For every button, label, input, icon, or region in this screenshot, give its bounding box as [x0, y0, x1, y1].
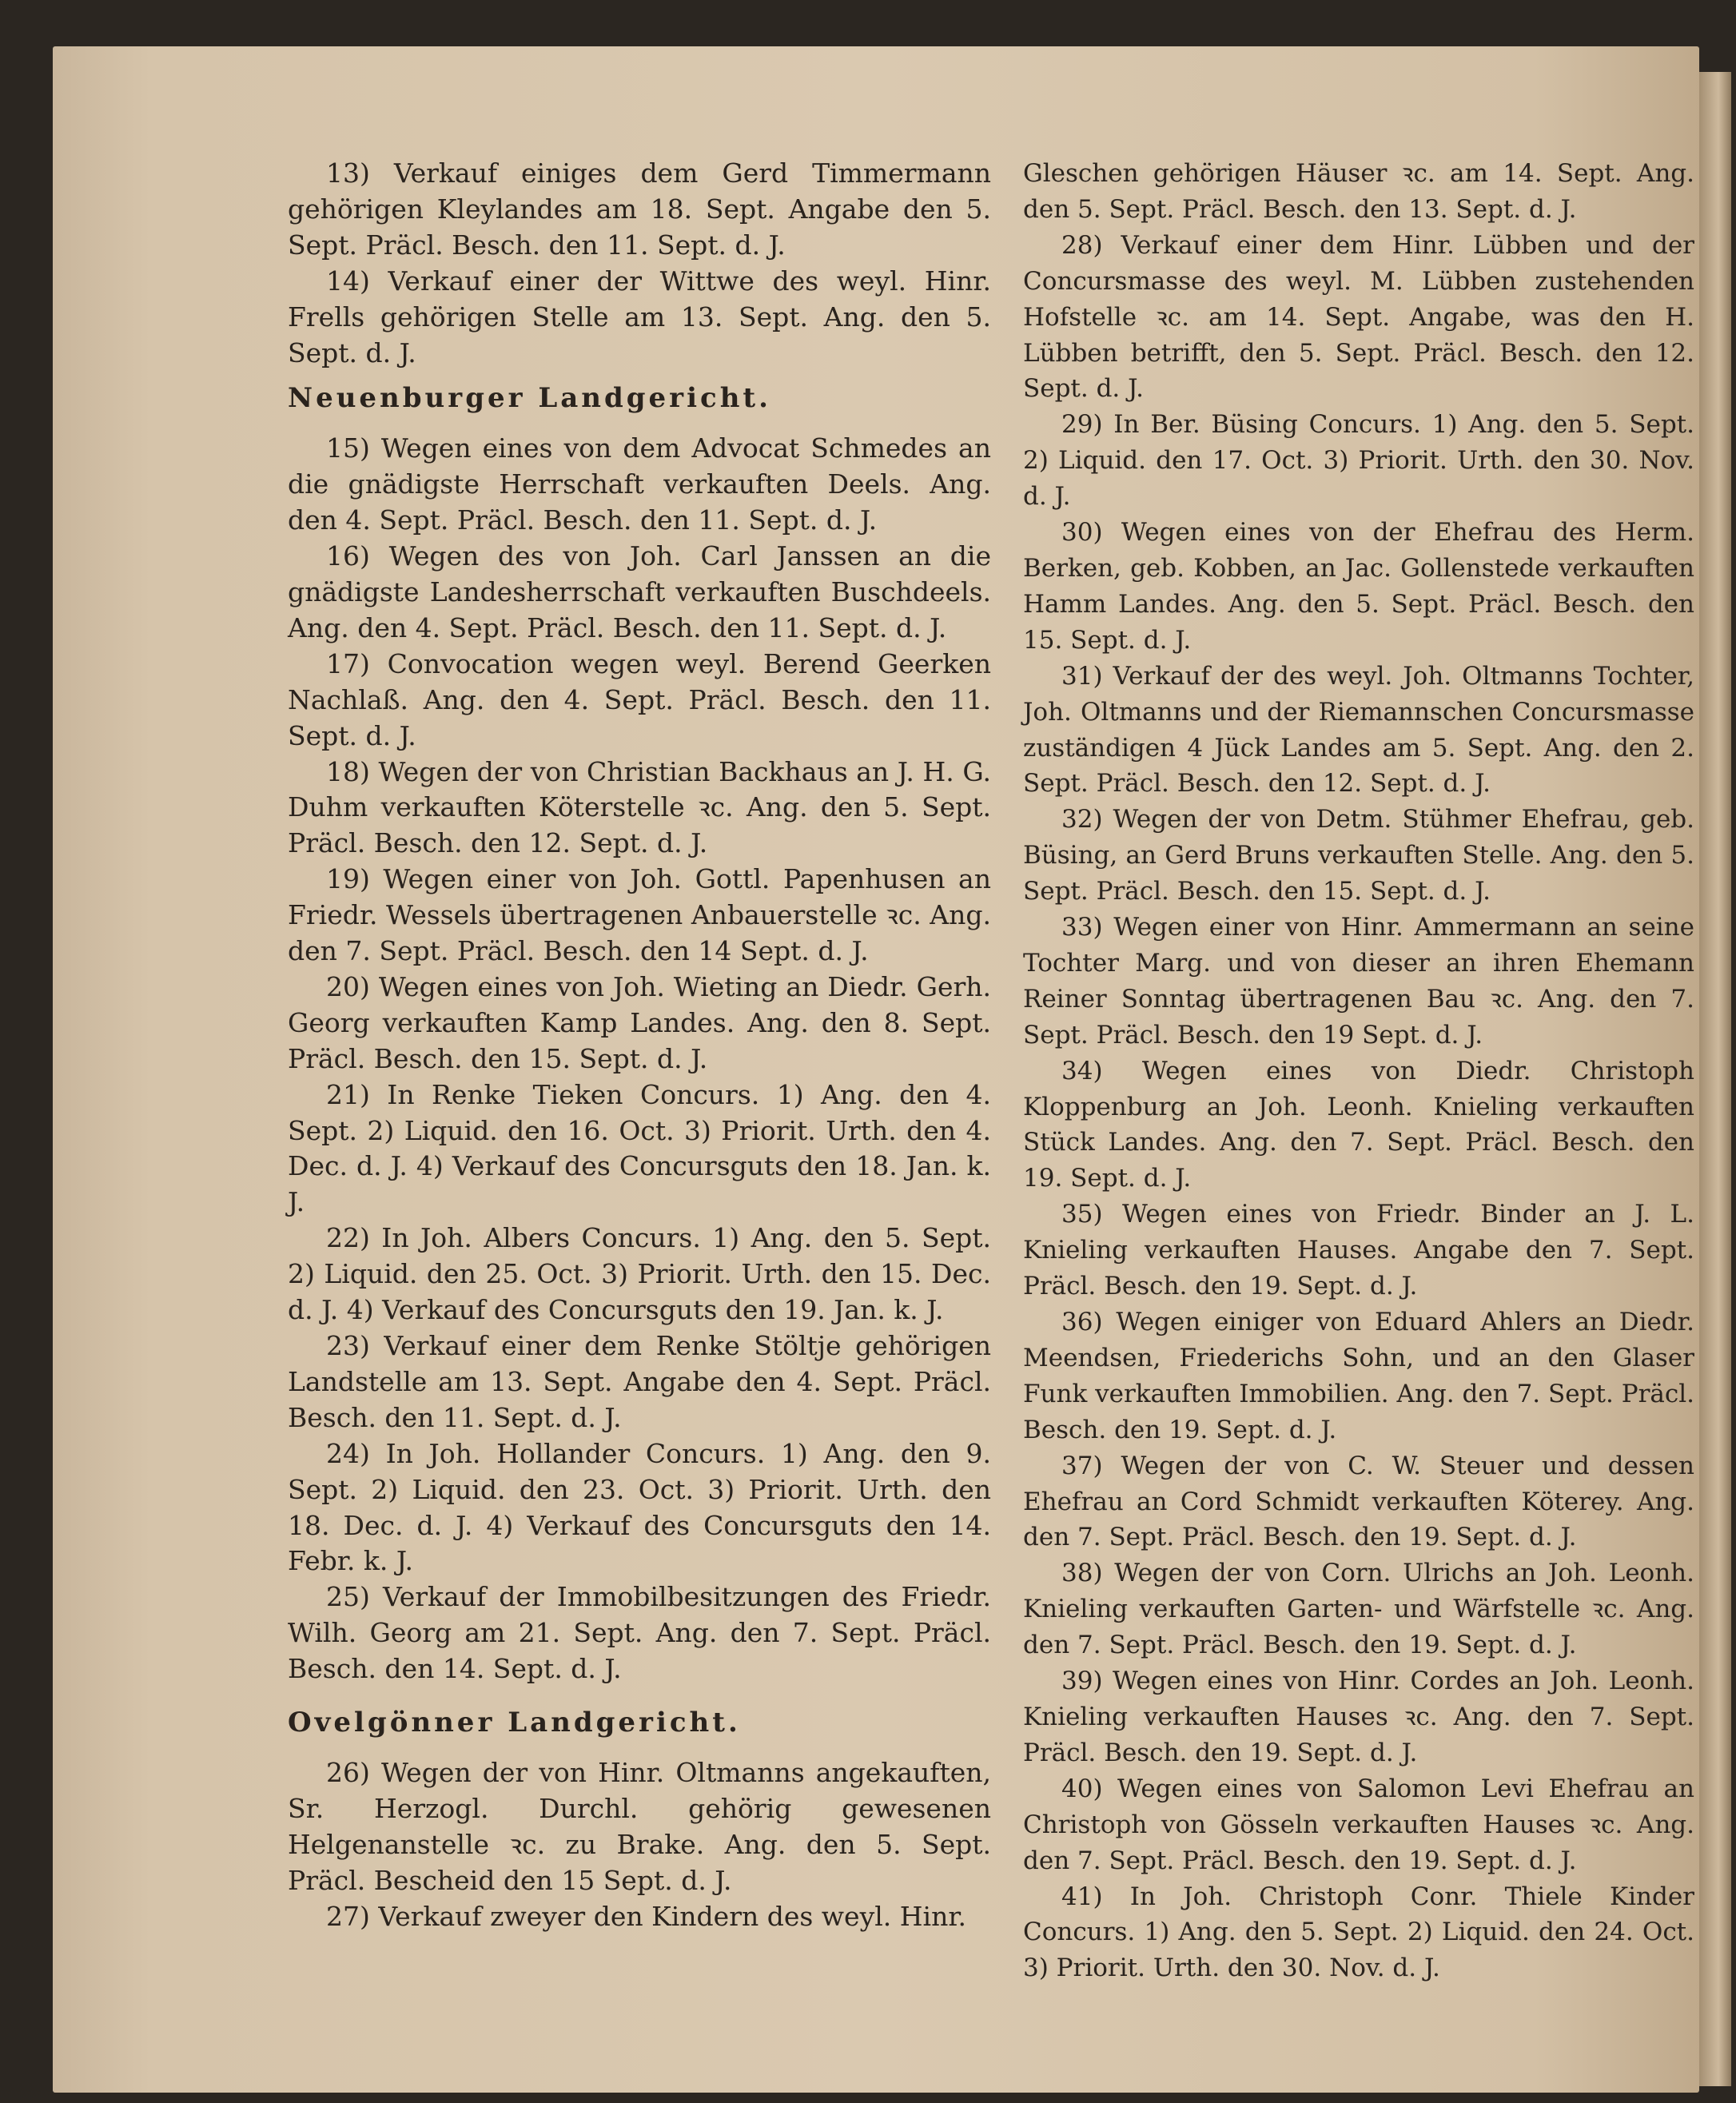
entry-16: 16) Wegen des von Joh. Carl Janssen an die gnädigste Landesherrschaft verkauften Buschdeels. Ang. den 4. Sept. Präcl. Besch. den 11. Sept. d. J.	[288, 540, 991, 643]
entry-38: 38) Wegen der von Corn. Ulrichs an Joh. Leonh. Knieling verkauften Garten- und Wärfstelle ꝛc. Ang. den 7. Sept. Präcl. Besch. den 19. Sept. d. J.	[1023, 1559, 1694, 1660]
entry-14: 14) Verkauf einer der Wittwe des weyl. Hinr. Frells gehörigen Stelle am 13. Sept. Ang. den 5. Sept. d. J.	[288, 265, 991, 368]
entry-25: 25) Verkauf der Immobilbesitzungen des Friedr. Wilh. Georg am 21. Sept. Ang. den 7. Sept. Präcl. Besch. den 14. Sept. d. J.	[288, 1581, 991, 1685]
entry-36: 36) Wegen einiger von Eduard Ahlers an Diedr. Meendsen, Friederichs Sohn, und an den Glaser Funk verkauften Immobilien. Ang. den 7. Sept. Präcl. Besch. den 19. Sept. d. J.	[1023, 1308, 1694, 1444]
entry-37: 37) Wegen der von C. W. Steuer und dessen Ehefrau an Cord Schmidt verkauften Köterey. Ang. den 7. Sept. Präcl. Besch. den 19. Sept. d. J.	[1023, 1451, 1694, 1552]
entry-30: 30) Wegen eines von der Ehefrau des Herm. Berken, geb. Kobben, an Jac. Gollenstede verkauften Hamm Landes. Ang. den 5. Sept. Präcl. Besch. den 15. Sept. d. J.	[1023, 518, 1694, 655]
entry-23: 23) Verkauf einer dem Renke Stöltje gehörigen Landstelle am 13. Sept. Angabe den 4. Sept. Präcl. Besch. den 11. Sept. d. J.	[288, 1330, 991, 1433]
entry-27-continued: Gleschen gehörigen Häuser ꝛc. am 14. Sept. Ang. den 5. Sept. Präcl. Besch. den 13. Sept. d. J.	[1023, 159, 1694, 224]
left-column	[288, 156, 991, 1935]
entry-27: 27) Verkauf zweyer den Kindern des weyl. Hinr.	[326, 1900, 966, 1932]
entry-20: 20) Wegen eines von Joh. Wieting an Diedr. Gerh. Georg verkauften Kamp Landes. Ang. den 8. Sept. Präcl. Besch. den 15. Sept. d. J.	[288, 970, 991, 1074]
entry-24: 24) In Joh. Hollander Concurs. 1) Ang. den 9. Sept. 2) Liquid. den 23. Oct. 3) Priorit. Urth. den 18. Dec. d. J. 4) Verkauf des Concursguts den 14. Febr. k. J.	[288, 1437, 991, 1577]
entry-29: 29) In Ber. Büsing Concurs. 1) Ang. den 5. Sept. 2) Liquid. den 17. Oct. 3) Priorit. Urth. den 30. Nov. d. J.	[1023, 410, 1694, 512]
entry-35: 35) Wegen eines von Friedr. Binder an J. L. Knieling verkauften Hauses. Angabe den 7. Sept. Präcl. Besch. den 19. Sept. d. J.	[1023, 1200, 1694, 1301]
entry-40: 40) Wegen eines von Salomon Levi Ehefrau an Christoph von Gösseln verkauften Hauses ꝛc. Ang. den 7. Sept. Präcl. Besch. den 19. Sept. d. J.	[1023, 1774, 1694, 1875]
entry-17: 17) Convocation wegen weyl. Berend Geerken Nachlaß. Ang. den 4. Sept. Präcl. Besch. den 11. Sept. d. J.	[288, 647, 991, 751]
entry-34: 34) Wegen eines von Diedr. Christoph Kloppenburg an Joh. Leonh. Knieling verkauften Stück Landes. Ang. den 7. Sept. Präcl. Besch. den 19. Sept. d. J.	[1023, 1056, 1694, 1193]
entry-32: 32) Wegen der von Detm. Stühmer Ehefrau, geb. Büsing, an Gerd Bruns verkauften Stelle. Ang. den 5. Sept. Präcl. Besch. den 15. Sept. d. J.	[1023, 805, 1694, 906]
entry-33: 33) Wegen einer von Hinr. Ammermann an seine Tochter Marg. und von dieser an ihren Ehemann Reiner Sonntag übertragenen Bau ꝛc. Ang. den 7. Sept. Präcl. Besch. den 19 Sept. d. J.	[1023, 913, 1694, 1050]
section-heading-neuenburg: Neuenburger Landgericht.	[288, 382, 771, 415]
entry-18: 18) Wegen der von Christian Backhaus an J. H. G. Duhm verkauften Köterstelle ꝛc. Ang. den 5. Sept. Präcl. Besch. den 12. Sept. d. J.	[288, 755, 991, 859]
entry-15: 15) Wegen eines von dem Advocat Schmedes an die gnädigste Herrschaft verkauften Deels. Ang. den 4. Sept. Präcl. Besch. den 11. Sept. d. J.	[288, 432, 991, 536]
entry-19: 19) Wegen einer von Joh. Gottl. Papenhusen an Friedr. Wessels übertragenen Anbauerstelle ꝛc. Ang. den 7. Sept. Präcl. Besch. den 14 Sept. d. J.	[288, 863, 991, 967]
entry-26: 26) Wegen der von Hinr. Oltmanns angekauften, Sr. Herzogl. Durchl. gehörig gewesenen Helgenanstelle ꝛc. zu Brake. Ang. den 5. Sept. Präcl. Bescheid den 15 Sept. d. J.	[288, 1756, 991, 1896]
entry-31: 31) Verkauf der des weyl. Joh. Oltmanns Tochter, Joh. Oltmanns und der Riemannschen Concursmasse zuständigen 4 Jück Landes am 5. Sept. Ang. den 2. Sept. Präcl. Besch. den 12. Sept. d. J.	[1023, 661, 1694, 799]
section-heading-ovelgoenne: Ovelgönner Landgericht.	[288, 1707, 741, 1739]
entry-22: 22) In Joh. Albers Concurs. 1) Ang. den 5. Sept. 2) Liquid. den 25. Oct. 3) Priorit. Urth. den 15. Dec. d. J. 4) Verkauf des Concursguts den 19. Jan. k. J.	[288, 1222, 991, 1326]
entry-28: 28) Verkauf einer dem Hinr. Lübben und der Concursmasse des weyl. M. Lübben zustehenden Hofstelle ꝛc. am 14. Sept. Angabe, was den H. Lübben betrifft, den 5. Sept. Präcl. Besch. den 12. Sept. d. J.	[1023, 230, 1694, 404]
entry-41: 41) In Joh. Christoph Conr. Thiele Kinder Concurs. 1) Ang. den 5. Sept. 2) Liquid. den 24. Oct. 3) Priorit. Urth. den 30. Nov. d. J.	[1023, 1882, 1694, 1983]
page-edge	[1699, 72, 1731, 2086]
entry-21: 21) In Renke Tieken Concurs. 1) Ang. den 4. Sept. 2) Liquid. den 16. Oct. 3) Priorit. Urth. den 4. Dec. d. J. 4) Verkauf des Concursguts den 18. Jan. k. J.	[288, 1078, 991, 1218]
right-column	[1023, 156, 1694, 1986]
entry-39: 39) Wegen eines von Hinr. Cordes an Joh. Leonh. Knieling verkauften Hauses ꝛc. Ang. den 7. Sept. Präcl. Besch. den 19. Sept. d. J.	[1023, 1667, 1694, 1767]
entry-13: 13) Verkauf einiges dem Gerd Timmermann gehörigen Kleylandes am 18. Sept. Angabe den 5. Sept. Präcl. Besch. den 11. Sept. d. J.	[288, 157, 991, 261]
